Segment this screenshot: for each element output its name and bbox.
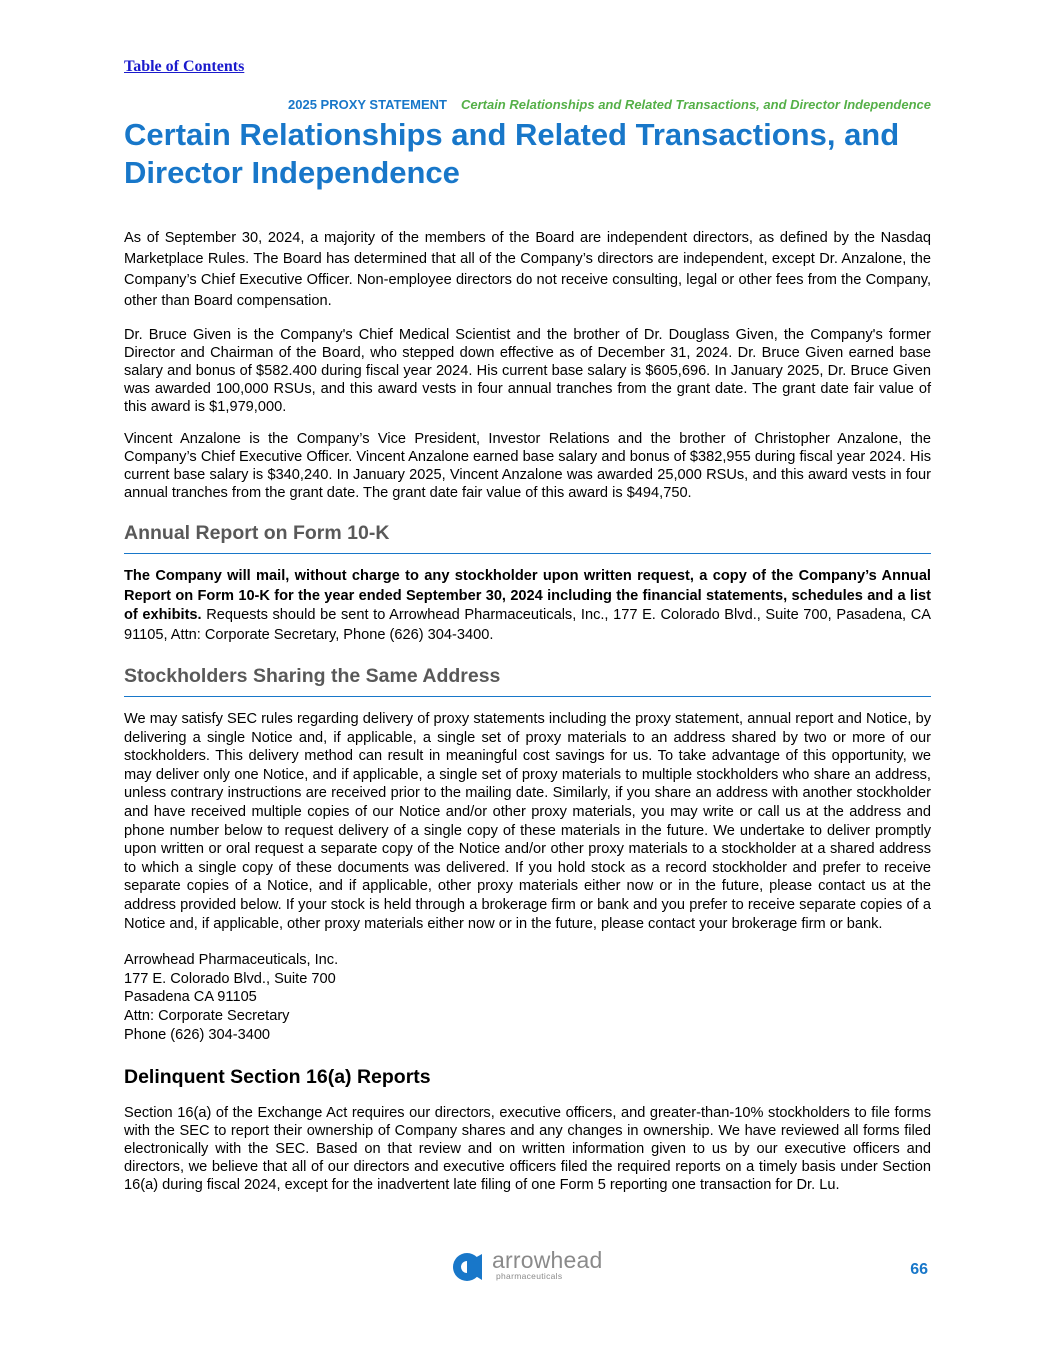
logo-subtitle: pharmaceuticals bbox=[496, 1271, 563, 1281]
company-address-block bbox=[124, 951, 931, 1044]
address-line-attention: Attn: Corporate Secretary bbox=[124, 1007, 290, 1024]
address-line-phone: Phone (626) 304-3400 bbox=[124, 1026, 271, 1043]
page-title: Certain Relationships and Related Transactions, and Director Independence bbox=[124, 117, 900, 190]
delinquent-reports-paragraph: Section 16(a) of the Exchange Act requires our directors, executive officers, and greater-than-10% stockholders to file forms with the SEC to report their ownership of Company shares and any changes in ownership. We have reviewed all forms filed electronically with the SEC. Based on that review and on written information given to us by our executive officers and directors, we believe that all of our directors and executive officers filed the required reports on a timely basis under Section 16(a) during fiscal 2024, except for the inadvertent late filing of one Form 5 reporting one transaction for Dr. Lu. bbox=[124, 1105, 931, 1194]
bruce-given-paragraph: Dr. Bruce Given is the Company's Chief Medical Scientist and the brother of Dr. Douglass Given, the Company's former Director and Chairman of the Board, who stepped down effective as of December 31, 2024. Dr. Bruce Given earned base salary and bonus of $582.400 during fiscal year 2024. His current base salary is $605,696. In January 2025, Dr. Bruce Given was awarded 100,000 RSUs, and this award vests in four annual tranches from the grant date. The grant date fair value of this award is $1,979,000. bbox=[124, 327, 931, 415]
shared-address-heading: Stockholders Sharing the Same Address bbox=[124, 664, 931, 697]
running-header-document-label: 2025 PROXY STATEMENT bbox=[288, 97, 447, 112]
vincent-anzalone-paragraph: Vincent Anzalone is the Company’s Vice President, Investor Relations and the brother of Christopher Anzalone, the Company’s Chief Executive Officer. Vincent Anzalone earned base salary and bonus of $382,955 during fiscal year 2024. His current base salary is $340,240. In January 2025, Vincent Anzalone was awarded 25,000 RSUs, and this award vests in four annual tranches from the grant date. The grant date fair value of this award is $494,750. bbox=[124, 431, 931, 501]
page-content bbox=[124, 228, 931, 1194]
shared-address-paragraph: We may satisfy SEC rules regarding delivery of proxy statements including the proxy statement, annual report and Notice, by delivering a single Notice and, if applicable, a single set of proxy materials to an address shared by two or more of our stockholders. This delivery method can result in meaningful cost savings for us. To take advantage of this opportunity, we may deliver only one Notice, and if applicable, a single set of proxy materials to multiple stockholders who share an address, unless contrary instructions are received prior to the mailing date. Similarly, if you share an address with another stockholder and have received multiple copies of our Notice and/or other proxy materials, you may write or call us at the address and phone number below to request delivery of a single copy of these materials in the future. We undertake to deliver promptly upon written or oral request a separate copy of the Notice and/or other proxy materials to a stockholder at a shared address to which a single copy of these documents was delivered. If you hold stock as a record stockholder and prefer to receive separate copies of a Notice, and if applicable, other proxy materials either now or in the future, please contact us at the address provided below. If your stock is held through a brokerage firm or bank and you prefer to receive separate copies of a Notice and, if applicable, other proxy materials either now or in the future, please contact your brokerage firm or bank. bbox=[124, 711, 931, 932]
page-number: 66 bbox=[910, 1261, 928, 1278]
annual-report-text: Requests should be sent to Arrowhead Pharmaceuticals, Inc., 177 E. Colorado Blvd., Suite 700, Pasadena, CA 91105, Attn: Corporate Secretary, Phone (626) 304-3400. bbox=[124, 607, 932, 643]
logo-wordmark: arrowhead bbox=[492, 1247, 603, 1273]
address-line-city: Pasadena CA 91105 bbox=[124, 989, 257, 1006]
arrowhead-logo-mark-icon bbox=[452, 1250, 488, 1284]
delinquent-reports-heading: Delinquent Section 16(a) Reports bbox=[124, 1066, 431, 1089]
table-of-contents-link[interactable]: Table of Contents bbox=[124, 58, 245, 75]
running-header bbox=[124, 97, 931, 112]
annual-report-heading: Annual Report on Form 10-K bbox=[124, 521, 931, 554]
running-header-section-label: Certain Relationships and Related Transactions, and Director Independence bbox=[460, 97, 931, 112]
address-line-company: Arrowhead Pharmaceuticals, Inc. bbox=[124, 952, 339, 969]
annual-report-bold-text: The Company will mail, without charge to any stockholder upon written request, a copy of the Company’s Annual Report on Form 10-K for the year ended September 30, 2024 including the financial statements, schedules and a list of exhibits. bbox=[124, 568, 931, 623]
independence-paragraph: As of September 30, 2024, a majority of the members of the Board are independent directors, as defined by the Nasdaq Marketplace Rules. The Board has determined that all of the Company’s directors are independent, except Dr. Anzalone, the Company’s Chief Executive Officer. Non-employee directors do not receive consulting, legal or other fees from the Company, other than Board compensation. bbox=[124, 230, 931, 309]
arrowhead-logo bbox=[452, 1247, 607, 1286]
annual-report-paragraph bbox=[124, 567, 931, 645]
address-line-street: 177 E. Colorado Blvd., Suite 700 bbox=[124, 970, 336, 987]
